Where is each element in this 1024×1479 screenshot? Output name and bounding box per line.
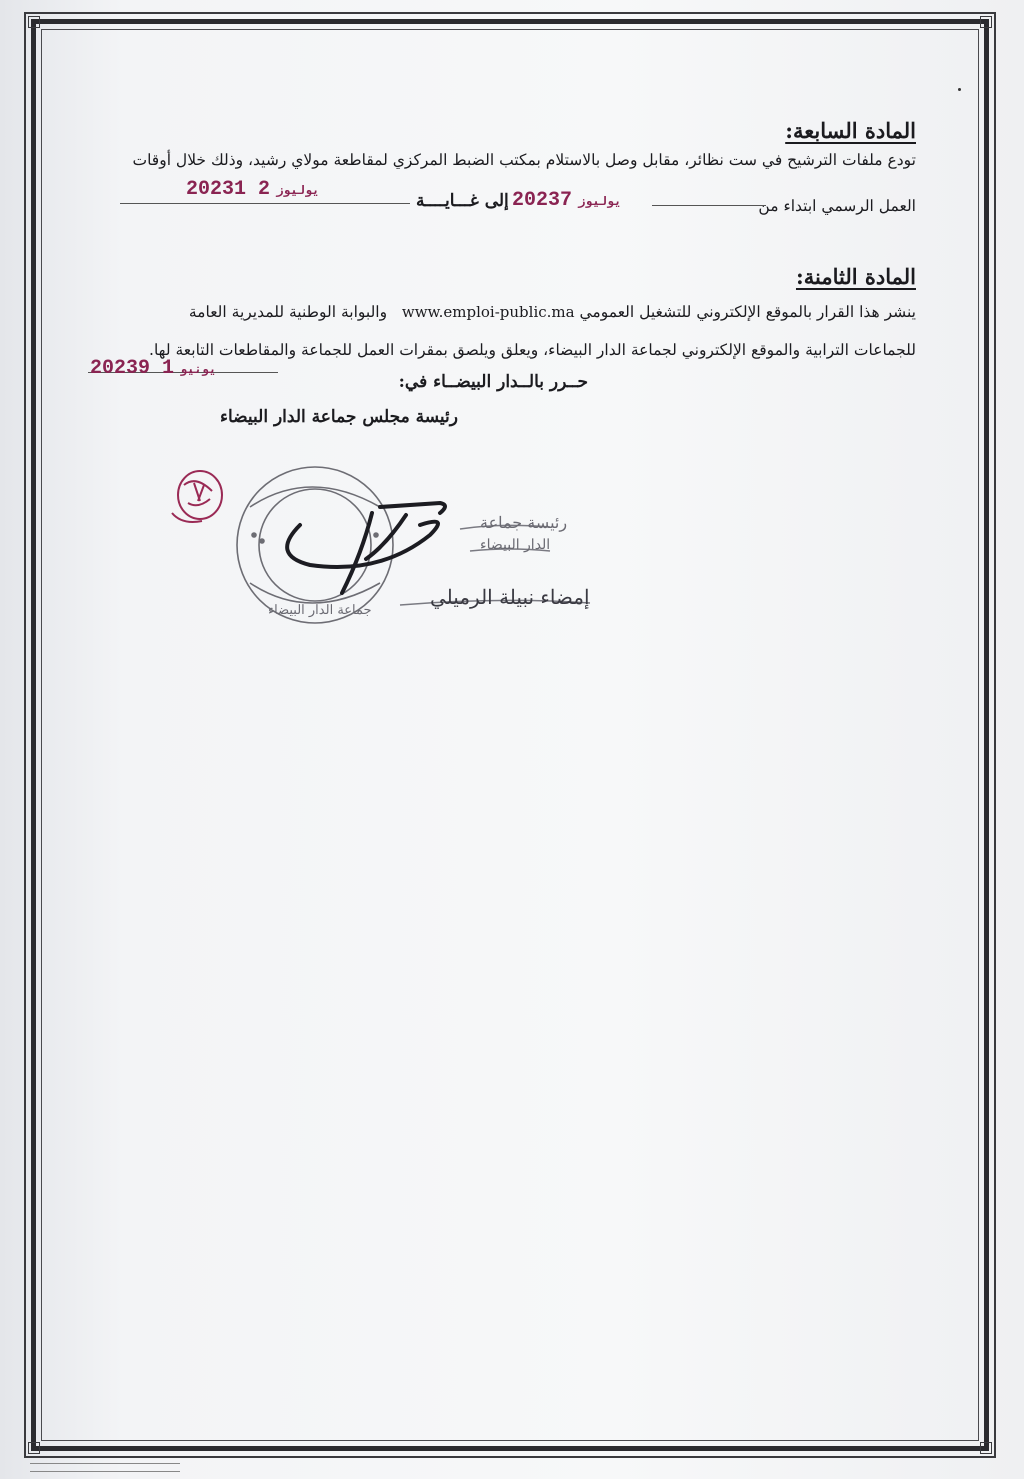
article8-heading: المادة الثامنة: [795,264,916,289]
stamp-day: 2 1 [234,178,271,201]
website-url: www.emploi-public.ma [401,303,575,321]
stamp-day: 7 [560,189,573,212]
stamp-year: 2023 [90,357,139,380]
official-seal-svg [150,455,630,655]
issued-at: حــرر بالــدار البيضــاء في: [398,372,588,392]
article7-line1: تودع ملفات الترشيح في ست نظائر، مقابل وصل بالاستلام بمكتب الضبط المركزي لمقاطعة مولاي رشيد، وذلك خلال أوقات [132,151,916,169]
stamp-year: 2023 [186,178,235,201]
stamp-month: يونيو [180,363,217,377]
article8-line1 [189,303,916,321]
handwritten-title-1: رئيسة جماعة [480,513,568,532]
signature-and-seal [150,455,630,655]
footer-lines [30,1463,180,1479]
border-corner [28,1442,40,1454]
stamp-year: 2023 [512,189,561,212]
stamp-month: يوليوز [578,195,622,209]
border-corner [980,16,992,28]
page-border-inner [41,29,979,1441]
article8-line2: للجماعات الترابية والموقع الإلكتروني لجماعة الدار البيضاء، ويعلق ويلصق بمقرات العمل للجماعة والمقاطعات التابعة لها. [149,341,916,359]
seal-text: جماعة الدار البيضاء [268,603,372,618]
emblem-stamp [172,471,222,522]
article8-text-a: ينشر هذا القرار بالموقع الإلكتروني للتشغيل العمومي [579,303,916,321]
stamp-month: يوليوز [276,184,320,198]
border-corner [28,16,40,28]
border-corner [980,1442,992,1454]
handwritten-signature [287,503,445,593]
handwritten-name: إمضاء نبيلة الرميلي [430,585,590,609]
round-seal [237,467,393,623]
article7-heading: المادة السابعة: [785,118,916,143]
signatory-title: رئيسة مجلس جماعة الدار البيضاء [219,407,458,427]
article7-line2-mid: إلى غـــايــــة [416,191,509,211]
article8-text-b: والبوابة الوطنية للمديرية العامة [188,303,388,321]
article7-line2-start: العمل الرسمي ابتداء من [758,197,916,215]
fill-line [120,203,410,204]
date-stamp-issued [90,357,222,380]
handwritten-title-2: الدار البيضاء [480,537,551,553]
fill-line [652,205,766,206]
speck [958,88,961,91]
stamp-day: 1 9 [138,357,175,380]
date-stamp-to [186,178,325,201]
date-stamp-from [512,189,627,212]
